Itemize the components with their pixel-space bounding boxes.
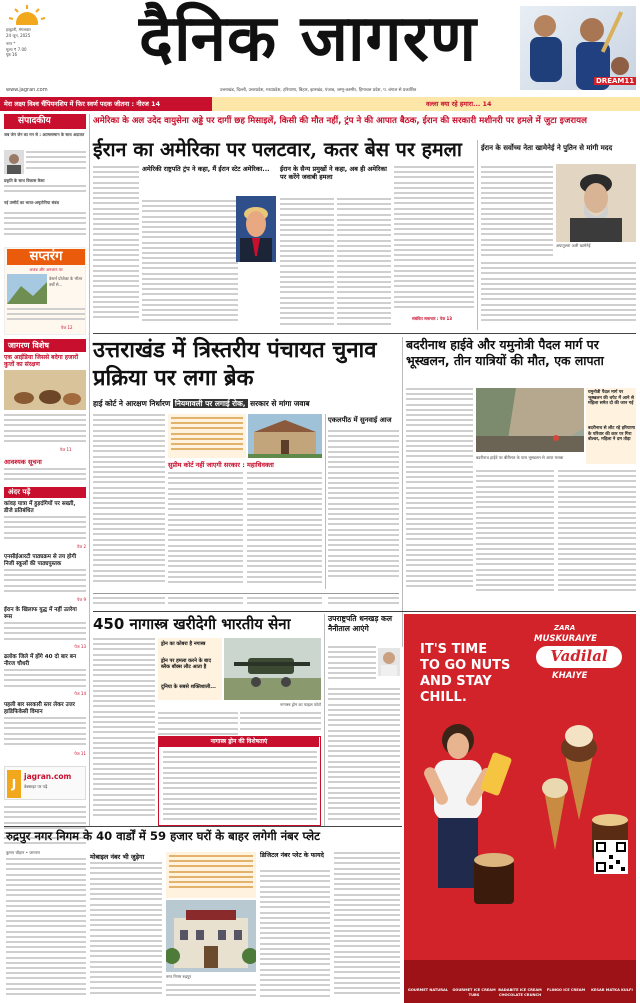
saptrang-box[interactable] <box>4 247 86 335</box>
lead-sub-2: ईरान के सैन्य प्रमुखों ने कहा, अब ही अमेरिका पर करेंगे जवाबी हमला <box>280 165 387 181</box>
panchayat-tomorrow-head: एकलपीठ में सुनवाई आज <box>328 416 392 424</box>
ad-tagline-1: ZARA <box>554 624 576 632</box>
columnist-photo-1 <box>4 150 24 174</box>
panchayat-box-head: सुप्रीम कोर्ट नहीं जाएगी सरकार : महाधिवक्ता <box>168 461 274 469</box>
ad-line-3: AND STAY <box>420 674 492 689</box>
product-1: GOURMET NATURAL <box>407 988 449 992</box>
trump-photo <box>236 196 276 262</box>
drone-caption: नागास्त्र ड्रोन का फाइल फोटो <box>280 702 321 707</box>
jagran-j-icon: J <box>7 770 21 798</box>
landslide-caption: बदरीनाथ हाईवे पर बीरीसार के पास भूस्खलन से आया मलबा <box>476 455 564 460</box>
khamenei-headline[interactable]: ईरान के सर्वोच्च नेता खामेनेई ने पुतिन से मांगी मदद <box>481 144 613 152</box>
vadilal-ad[interactable] <box>404 614 636 1003</box>
nagastra-feature-head: नागास्त्र ड्रोन की विशेषताएं <box>159 737 319 747</box>
jagran-site-box[interactable] <box>4 766 86 800</box>
ad-model-illustration <box>404 710 636 910</box>
municipal-office-photo <box>166 900 256 972</box>
rudrapur-sub-1: मोबाइल नंबर भी जुड़ेगा <box>90 853 145 861</box>
landslide-photo <box>476 388 584 452</box>
product-5: KESAR MATKA KULFI <box>591 988 633 992</box>
edition-city: हल्द्वानी, मंगलवार <box>6 27 31 32</box>
saptrang-page[interactable]: पेज 12 <box>61 325 73 330</box>
panchayat-subhead: हाई कोर्ट ने आरक्षण निर्धारण नियमावली पर लगाई रोक, सरकार से मांगा जवाब <box>93 399 310 408</box>
ad-tagline-2: MUSKURAIYE <box>534 634 597 644</box>
vadilal-logo: Vadilal <box>536 646 622 668</box>
top-strip-right[interactable]: वल्ला क्या रहे हमारा... 14 <box>426 100 492 108</box>
panchayat-bullets <box>168 414 246 458</box>
left-sidebar <box>4 114 86 854</box>
logo-title: दैनिक जागरण <box>138 2 478 76</box>
rudrapur-byline: कुमार चौहान • जागरण <box>6 850 41 855</box>
panchayat-headline[interactable]: उत्तराखंड में त्रिस्तरीय पंचायत चुनाव प्रक्रिया पर लगा ब्रेक <box>93 338 377 391</box>
top-strip-left[interactable]: मेरा लक्ष्य विश्व चैंपियनशिप में फिर स्वर्ण पदक जीतना : नीरज 14 <box>4 100 161 108</box>
editorial-item-2[interactable]: प्रकृति के साथ विकास कैसा <box>4 178 45 183</box>
lead-sub-1: अमेरिकी राष्ट्रपति ट्रंप ने कहा, मैं ईरान स्टेट अमेरिका... <box>142 165 270 173</box>
rudrapur-bullets <box>166 852 256 898</box>
badrinath-bullets <box>586 388 636 464</box>
product-3: BADABITE ICE CREAM CHOCOLATE CRUNCH <box>498 988 542 997</box>
army-bullet-2: ड्रोन पर हमला करने के बाद ब्लैक बॉक्स लौट आता है <box>161 658 211 671</box>
qr-code[interactable] <box>594 840 628 874</box>
nainital-headline[interactable]: उपराष्ट्रपति धनखड़ कल नैनीताल आएंगे <box>328 614 393 633</box>
dream11-logo: DREAM11 <box>596 77 635 85</box>
jagran-site-sub: वेबसाइट पर पढ़ें <box>24 784 48 789</box>
municipal-office-caption: नगर निगम रुद्रपुर <box>166 974 191 979</box>
regions-line: उत्तराखंड, दिल्ली, उत्तरप्रदेश, मध्यप्रदेश, हरियाणा, बिहार, झारखंड, पंजाब, जम्मू-कश्मीर, हिमाचल प्रदेश, प. बंगाल से प्रकाशित <box>219 88 417 93</box>
khamenei-photo <box>556 164 636 242</box>
edition-meta1: नगर * <box>6 41 16 46</box>
jagran-vishesh-title: जागरण विशेष <box>4 339 86 352</box>
editorial-item-1[interactable]: जब जेन जेन का मन से : आत्मसम्मान के साथ अदालत <box>4 132 85 137</box>
khamenei-caption: अयातुल्ला अली खामेनेई <box>556 243 591 248</box>
army-bullet-1: ड्रोन का कोबरा है नगास्त्र <box>161 641 206 647</box>
dhankhar-photo <box>378 648 400 676</box>
sun-logo-icon <box>7 3 47 25</box>
army-headline[interactable]: 450 नागास्त्र खरीदेगी भारतीय सेना <box>93 615 291 633</box>
high-court-photo <box>248 414 322 458</box>
inside-item[interactable]: पहली बार सरकारी स्तर लेकर उत्तर हाडिफिकेसी विमान पेज 11 <box>4 702 86 756</box>
badrinath-bullet-1: यमुनोत्री पैदल मार्ग पर भूस्खलन की चपेट में आने से महिला समेत दो की जान गई <box>588 390 634 407</box>
rudrapur-headline[interactable]: रुद्रपुर नगर निगम के 40 वार्डों में 59 हजार घरों के बाहर लगेगी नंबर प्लेट <box>6 829 321 843</box>
top-strip <box>0 97 640 111</box>
saptrang-tag: अजब और अनजान पर <box>29 267 63 272</box>
editorial-title: संपादकीय <box>4 114 86 129</box>
ad-line-4: CHILL. <box>420 690 467 705</box>
badrinath-headline[interactable]: बदरीनाथ हाईवे और यमुनोत्री पैदल मार्ग पर भूस्खलन, तीन यात्रियों की मौत, एक लापता <box>406 337 604 368</box>
saptrang-title: सप्तरंग <box>7 249 85 265</box>
inside-item[interactable]: ईरान के खिलाफ युद्ध में नहीं उतरेगा रूस पेज 13 <box>4 607 86 649</box>
lead-kicker: अमेरिका के अल उदेद वायुसेना अड्डे पर दागीं छह मिसाइलें, किसी की मौत नहीं, ट्रंप ने की आपात बैठक, ईरान की सरकारी मशीनरी पर हमले में जुटा इजरायल <box>93 116 587 126</box>
ad-line-1: IT'S TIME <box>420 642 488 657</box>
lead-related[interactable]: संबंधित समाचार : पेज 13 <box>412 316 453 321</box>
ad-tagline-3: KHAIYE <box>552 671 588 681</box>
edition-date: 24 जून, 2025 <box>6 32 31 38</box>
masthead <box>0 0 640 98</box>
saptrang-desc: वेस्टर्न प्रोजेक्ट के भीतर वर्षों से... <box>49 276 83 287</box>
inside-item[interactable]: एनसीईआरटी पाठ्यक्रम से तय होगी निजी स्कूलों की पाठ्यपुस्तक पेज 9 <box>4 554 86 602</box>
product-2: GOURMET ICE CREAM TUBS <box>452 988 496 997</box>
jagran-site: jagran.com <box>24 772 72 781</box>
inside-item[interactable]: कांवड़ यात्रा में हुड़दंगियों पर सख्ती, डीजे प्रतिबंधित पेज 2 <box>4 501 86 549</box>
dogs-image <box>4 370 86 410</box>
rudrapur-sub-2: डिजिटल नंबर प्लेट के फायदे <box>260 852 324 859</box>
product-4: FLINGO ICE CREAM <box>546 988 586 992</box>
jagran-vishesh-head[interactable]: एक आईडिया जिससे बदेगा हजारों कुत्तों का संरक्षण <box>4 354 79 368</box>
nagastra-feature-box <box>158 736 321 826</box>
page-count: पृष्ठ 16 <box>6 52 17 57</box>
price: मूल्य ₹ 7.00 <box>6 46 27 52</box>
army-bullets <box>158 638 222 700</box>
cricket-ad[interactable] <box>520 6 636 90</box>
saptrang-image <box>7 274 47 304</box>
inside-title: अंदर पढ़ें <box>4 487 86 498</box>
lead-headline[interactable]: ईरान का अमेरिका पर पलटवार, कतर बेस पर हमला <box>93 138 462 161</box>
notice-title: आवश्यक सूचना <box>4 458 42 466</box>
drone-photo <box>224 638 321 700</box>
jagran-vishesh-page[interactable]: पेज 11 <box>60 447 72 452</box>
inside-item[interactable]: ढलोक जिले में होंगे 40 दो बार बन नीरज चौधरी पेज 14 <box>4 654 86 696</box>
ad-line-2: TO GO NUTS <box>420 658 511 673</box>
website[interactable]: www.jagran.com <box>6 87 48 93</box>
army-bullet-3: दुनिया के सबसे शक्तिशाली... <box>161 684 216 690</box>
badrinath-bullet-2: बदरीनाथ से लौट रहे हरियाणा के परिवार की कार पर गिरा बोल्डर, महिला ने दम तोड़ा <box>588 426 635 443</box>
editorial-item-3[interactable]: नई उम्मीदें का भारत-अमृतोनिया संबंध <box>4 200 60 205</box>
products-strip <box>404 960 636 1003</box>
